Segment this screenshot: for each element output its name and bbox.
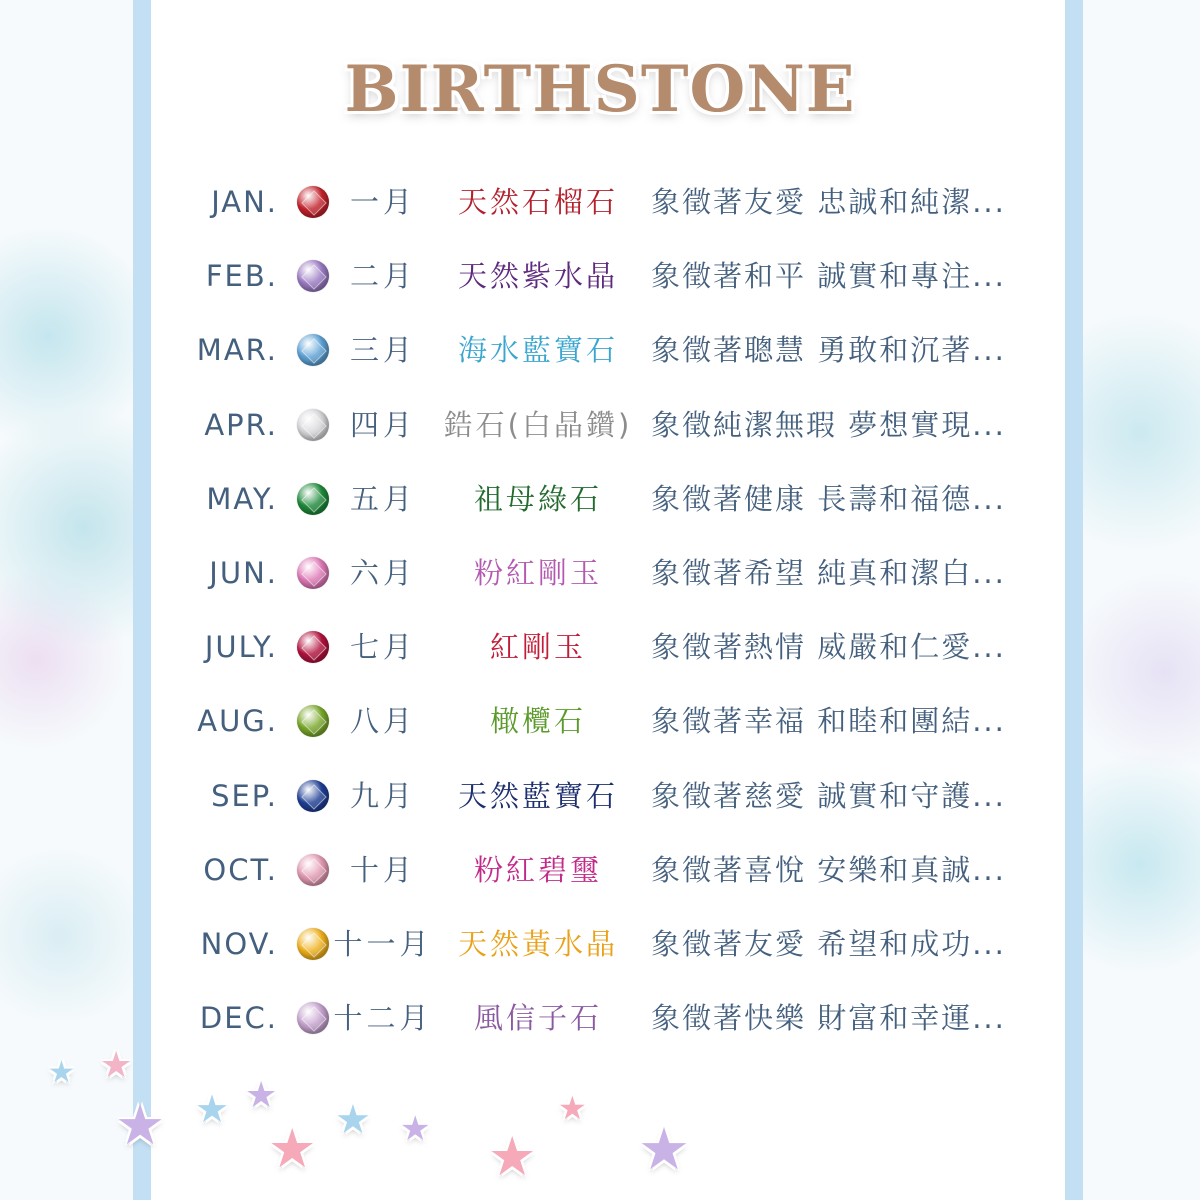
stone-name: 橄欖石	[489, 704, 587, 739]
birthstone-row	[0, 474, 1200, 524]
star-icon: ★	[245, 1075, 278, 1116]
stone-meaning: 象徵純潔無瑕 夢想實現...	[651, 407, 1006, 442]
month-chinese: 一月	[349, 185, 417, 219]
month-chinese: 十月	[349, 852, 417, 887]
stone-name: 風信子石	[473, 1001, 603, 1036]
stone-meaning: 象徵著快樂 財富和幸運...	[651, 1001, 1006, 1036]
stone-name: 鋯石(白晶鑽)	[443, 407, 633, 442]
gem-icon	[297, 557, 329, 589]
stone-meaning: 象徵著友愛 忠誠和純潔...	[651, 185, 1006, 219]
month-english: MAR.	[196, 333, 278, 368]
birthstone-row	[0, 548, 1200, 598]
birthstone-row	[0, 400, 1200, 450]
star-icon: ★	[335, 1097, 371, 1143]
star-icon: ★	[100, 1045, 133, 1086]
stone-name: 粉紅剛玉	[473, 556, 603, 590]
star-icon: ★	[638, 1115, 690, 1183]
gem-icon	[297, 631, 329, 663]
gem-icon	[297, 409, 329, 441]
stone-meaning: 象徵著熱情 威嚴和仁愛...	[651, 630, 1006, 665]
gem-icon	[297, 780, 329, 812]
page-title: BIRTHSTONE	[344, 52, 856, 127]
gem-icon	[297, 483, 329, 515]
month-english: OCT.	[203, 852, 278, 887]
stone-meaning: 象徵著友愛 希望和成功...	[651, 927, 1006, 961]
star-icon: ★	[48, 1055, 75, 1090]
month-chinese: 十二月	[333, 1001, 433, 1036]
birthstone-row	[0, 177, 1200, 227]
birthstone-row	[0, 696, 1200, 746]
month-english: FEB.	[205, 259, 278, 294]
stone-name: 天然紫水晶	[457, 259, 619, 294]
month-chinese: 九月	[349, 778, 417, 813]
month-chinese: 十一月	[333, 927, 433, 961]
stone-name: 祖母綠石	[473, 481, 603, 516]
month-chinese: 四月	[349, 407, 417, 442]
gem-icon	[297, 928, 329, 960]
birthstone-row	[0, 251, 1200, 301]
month-chinese: 八月	[349, 704, 417, 739]
stone-name: 紅剛玉	[489, 630, 587, 665]
birthstone-row	[0, 325, 1200, 375]
gem-icon	[297, 260, 329, 292]
month-english: JULY.	[204, 630, 278, 665]
stone-name: 天然藍寶石	[457, 778, 619, 813]
star-icon: ★	[558, 1089, 587, 1127]
star-icon: ★	[488, 1125, 537, 1188]
gem-icon	[297, 854, 329, 886]
birthstone-row	[0, 845, 1200, 895]
star-icon: ★	[195, 1087, 230, 1131]
stone-meaning: 象徵著聰慧 勇敢和沉著...	[651, 333, 1006, 368]
stone-name: 粉紅碧璽	[473, 852, 603, 887]
month-english: AUG.	[197, 704, 278, 739]
month-english: JUN.	[209, 556, 278, 590]
month-chinese: 五月	[349, 481, 417, 516]
gem-icon	[297, 334, 329, 366]
birthstone-row	[0, 771, 1200, 821]
star-icon: ★	[115, 1093, 166, 1158]
gem-icon	[297, 705, 329, 737]
stone-meaning: 象徵著和平 誠實和專注...	[651, 259, 1006, 294]
month-chinese: 六月	[349, 556, 417, 590]
month-chinese: 三月	[349, 333, 417, 368]
month-chinese: 二月	[349, 259, 417, 294]
stone-meaning: 象徵著幸福 和睦和團結...	[651, 704, 1006, 739]
month-english: MAY.	[206, 481, 278, 516]
stone-name: 天然黃水晶	[457, 927, 619, 961]
star-icon: ★	[268, 1117, 317, 1180]
month-english: NOV.	[200, 927, 278, 961]
stone-name: 天然石榴石	[457, 185, 619, 219]
birthstone-row	[0, 993, 1200, 1043]
stone-meaning: 象徵著慈愛 誠實和守護...	[651, 778, 1006, 813]
month-english: DEC.	[199, 1001, 278, 1036]
month-english: SEP.	[211, 778, 278, 813]
stone-meaning: 象徵著喜悅 安樂和真誠...	[651, 852, 1006, 887]
month-english: APR.	[204, 407, 278, 442]
stone-meaning: 象徵著健康 長壽和福德...	[651, 481, 1006, 516]
birthstone-row	[0, 622, 1200, 672]
month-chinese: 七月	[349, 630, 417, 665]
stone-name: 海水藍寶石	[457, 333, 619, 368]
birthstone-row	[0, 919, 1200, 969]
stone-meaning: 象徵著希望 純真和潔白...	[651, 556, 1006, 590]
gem-icon	[297, 186, 329, 218]
month-english: JAN.	[211, 185, 278, 219]
gem-icon	[297, 1002, 329, 1034]
star-icon: ★	[400, 1109, 431, 1149]
